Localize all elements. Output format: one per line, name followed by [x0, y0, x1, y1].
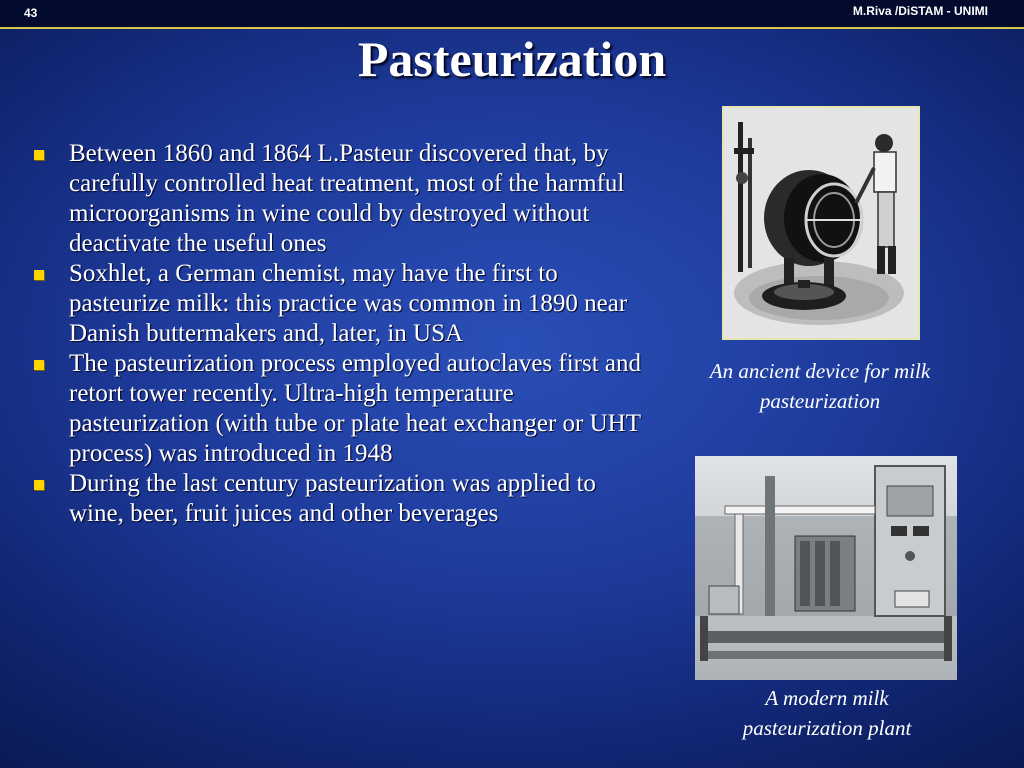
top-bar: [0, 0, 1024, 28]
bullet-item: [30, 469, 650, 529]
modern-plant-caption: A modern milk pasteurization plant: [742, 686, 912, 740]
modern-plant-image: [695, 456, 957, 680]
square-bullet-icon: [34, 360, 44, 370]
ancient-device-caption: An ancient device for milk pasteurization: [709, 359, 931, 413]
bullet-text: During the last century pasteurization was applied to wine, beer, fruit juices and other beverages: [69, 470, 596, 527]
ancient-device-image: [722, 106, 920, 340]
modern-plant-illustration: [695, 456, 957, 680]
ancient-device-illustration: [724, 108, 918, 338]
bullet-item: [30, 349, 650, 469]
square-bullet-icon: [34, 480, 44, 490]
bullet-text: Soxhlet, a German chemist, may have the first to pasteurize milk: this practice was common in 1890 near Danish buttermakers and, later, in USA: [69, 260, 628, 347]
bullet-text: Between 1860 and 1864 L.Pasteur discovered that, by carefully controlled heat treatment, most of the harmful microorganisms in wine could by destroyed without deactivate the useful ones: [69, 140, 625, 257]
header-divider: [0, 27, 1024, 29]
bullet-item: [30, 259, 650, 349]
slide-title: Pasteurization: [357, 31, 667, 87]
slide-number: 43: [24, 6, 38, 20]
author-credit: M.Riva /DiSTAM - UNIMI: [852, 4, 988, 18]
square-bullet-icon: [34, 150, 44, 160]
bullet-list: [30, 139, 650, 529]
bullet-text: The pasteurization process employed autoclaves first and retort tower recently. Ultra-high temperature pasteurization (with tube or plate heat exchanger or UHT process) was introduced in 1948: [69, 350, 642, 467]
square-bullet-icon: [34, 270, 44, 280]
bullet-item: [30, 139, 650, 259]
